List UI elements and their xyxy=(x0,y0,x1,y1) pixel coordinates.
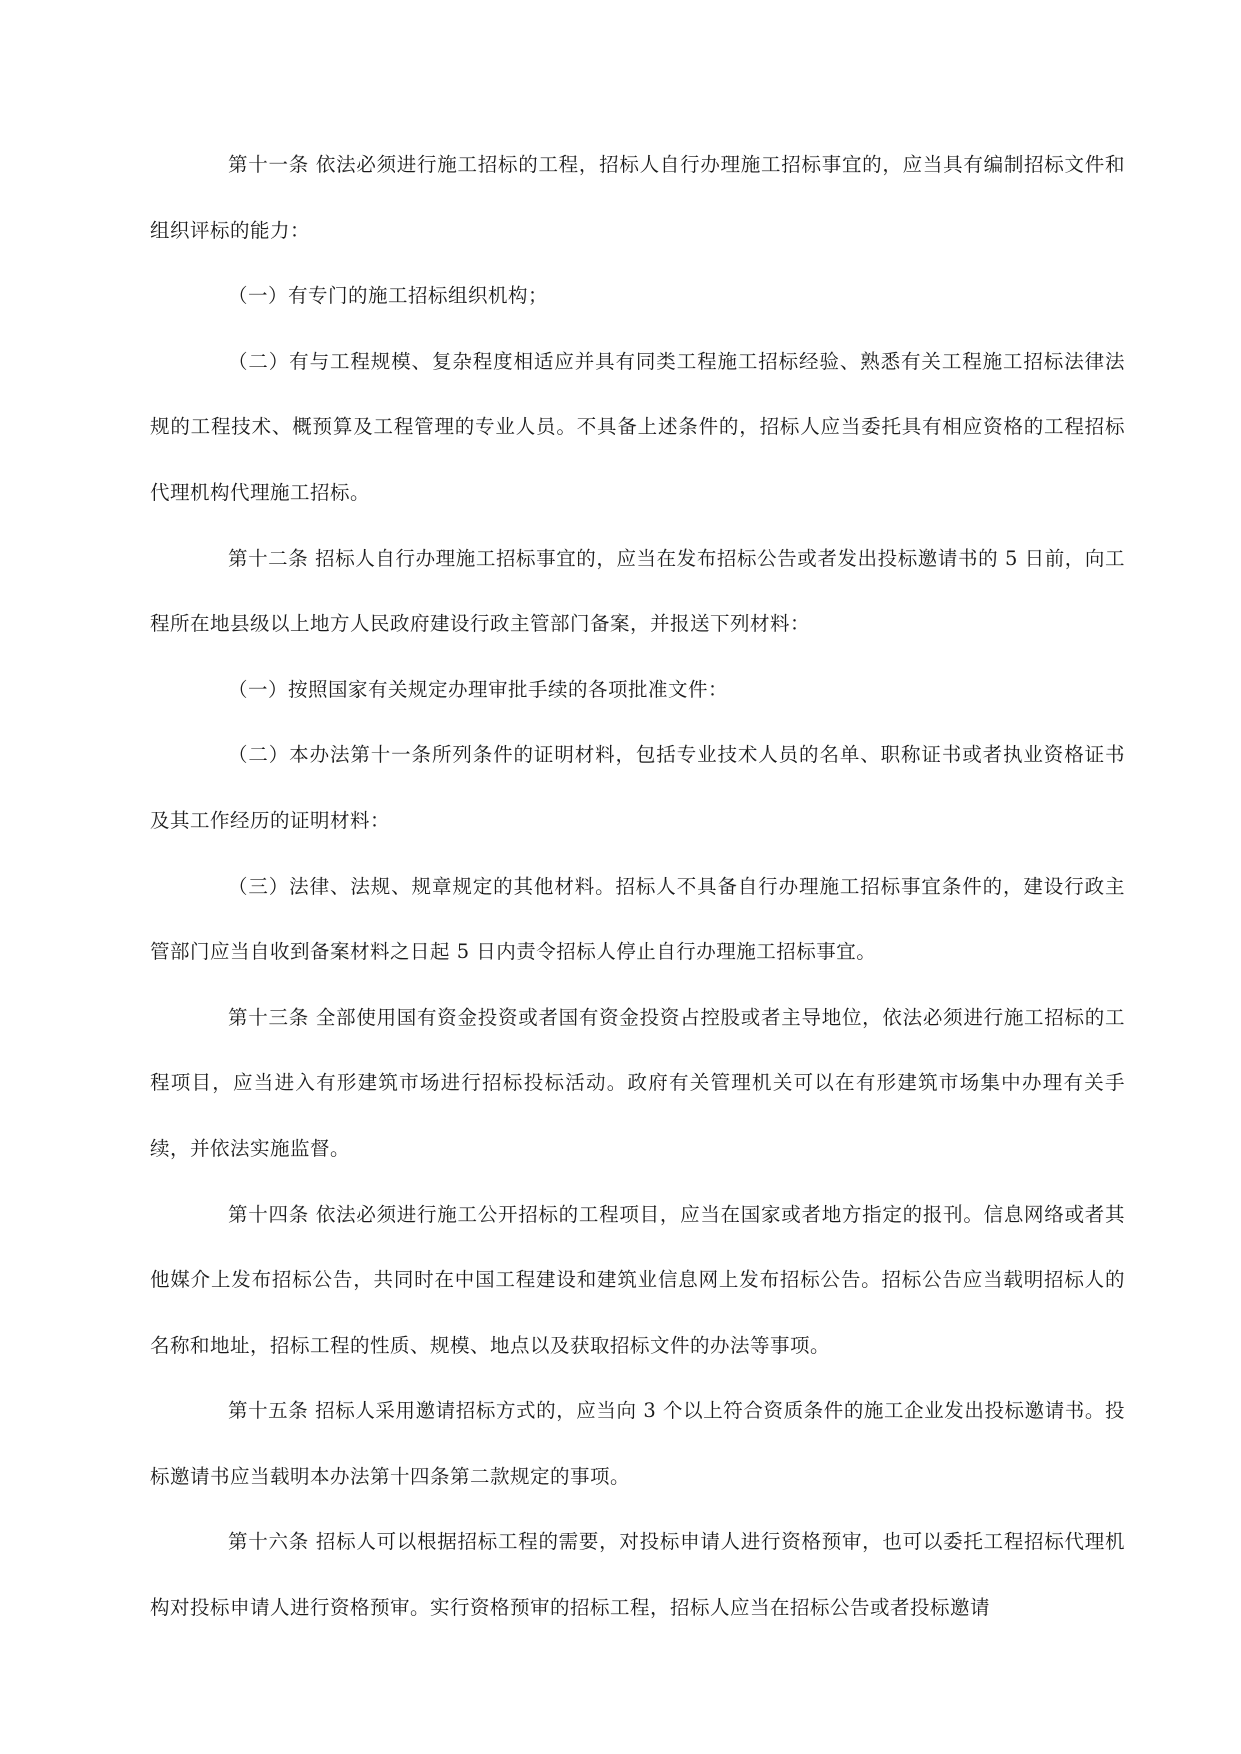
article-12-item-1: （一）按照国家有关规定办理审批手续的各项批准文件： xyxy=(228,677,729,701)
document-body xyxy=(150,132,1125,1641)
article-11-paragraph: 第十一条 依法必须进行施工招标的工程，招标人自行办理施工招标事宜的，应当具有编制招标文件和组织评标的能力： xyxy=(150,153,1125,242)
article-16-paragraph: 第十六条 招标人可以根据招标工程的需要，对投标申请人进行资格预审，也可以委托工程招标代理机构对投标申请人进行资格预审。实行资格预审的招标工程，招标人应当在招标公告或者投标邀请 xyxy=(150,1530,1125,1620)
article-12-paragraph: 第十二条 招标人自行办理施工招标事宜的，应当在发布招标公告或者发出投标邀请书的 5 日前，向工程所在地县级以上地方人民政府建设行政主管部门备案，并报送下列材料： xyxy=(150,546,1125,636)
article-15-paragraph: 第十五条 招标人采用邀请招标方式的，应当向 3 个以上符合资质条件的施工企业发出投标邀请书。投标邀请书应当载明本办法第十四条第二款规定的事项。 xyxy=(150,1399,1125,1488)
article-14-paragraph: 第十四条 依法必须进行施工公开招标的工程项目，应当在国家或者地方指定的报刊。信息网络或者其他媒介上发布招标公告，共同时在中国工程建设和建筑业信息网上发布招标公告。招标公告应当载明招标人的名称和地址，招标工程的性质、规模、地点以及获取招标文件的办法等事项。 xyxy=(150,1202,1125,1357)
article-12-item-3: （三）法律、法规、规章规定的其他材料。招标人不具备自行办理施工招标事宜条件的，建设行政主管部门应当自收到备案材料之日起 5 日内责令招标人停止自行办理施工招标事宜。 xyxy=(150,874,1125,964)
article-11-item-1: （一）有专门的施工招标组织机构； xyxy=(228,284,549,308)
article-11-item-2: （二）有与工程规模、复杂程度相适应并具有同类工程施工招标经验、熟悉有关工程施工招标法律法规的工程技术、概预算及工程管理的专业人员。不具备上述条件的，招标人应当委托具有相应资格的工程招标代理机构代理施工招标。 xyxy=(150,349,1125,504)
article-13-paragraph: 第十三条 全部使用国有资金投资或者国有资金投资占控股或者主导地位，依法必须进行施工招标的工程项目，应当进入有形建筑市场进行招标投标活动。政府有关管理机关可以在有形建筑市场集中办理有关手续，并依法实施监督。 xyxy=(150,1005,1125,1160)
article-12-item-2: （二）本办法第十一条所列条件的证明材料，包括专业技术人员的名单、职称证书或者执业资格证书及其工作经历的证明材料： xyxy=(150,743,1125,832)
